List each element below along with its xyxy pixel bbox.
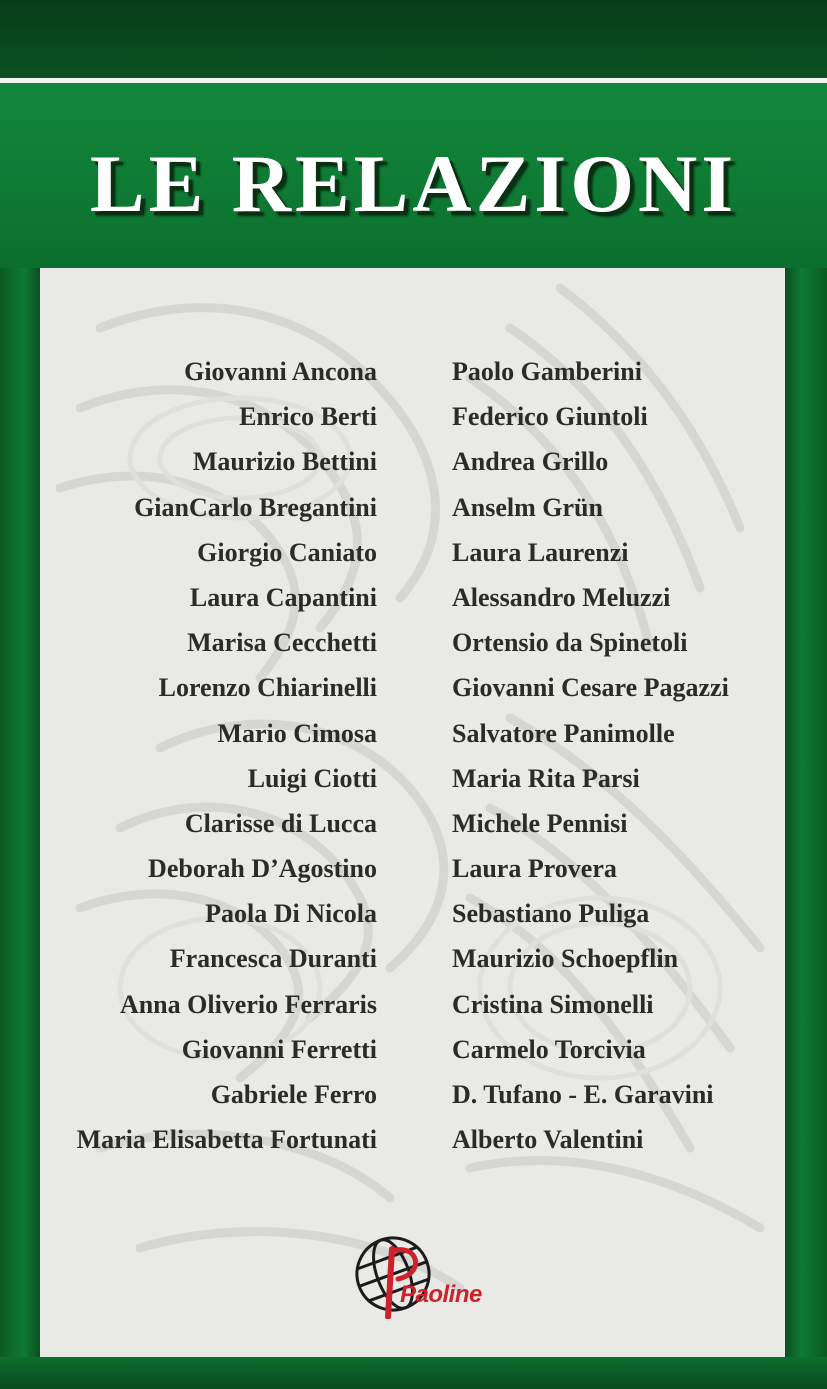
author-name: Gabriele Ferro — [210, 1080, 377, 1109]
author-name: Maurizio Schoepflin — [452, 944, 679, 974]
author-name: Maria Rita Parsi — [452, 763, 640, 793]
author-name: Alessandro Meluzzi — [452, 582, 671, 612]
publisher-name: Paoline — [400, 1281, 482, 1308]
title-band — [0, 83, 827, 268]
paoline-logo — [342, 1223, 492, 1333]
top-band — [0, 0, 827, 78]
author-name: D. Tufano - E. Garavini — [452, 1080, 714, 1109]
author-name: Paolo Gamberini — [452, 357, 642, 386]
bottom-frame — [0, 1357, 827, 1389]
author-name: Francesca Duranti — [169, 944, 377, 974]
author-name: Anselm Grün — [452, 492, 603, 522]
author-name: Andrea Grillo — [452, 447, 609, 477]
author-name: Deborah D’Agostino — [148, 854, 377, 884]
right-frame — [785, 268, 827, 1389]
author-name: Giorgio Caniato — [197, 537, 377, 567]
author-name: Laura Provera — [452, 854, 617, 884]
author-name: Federico Giuntoli — [452, 402, 648, 432]
author-name: Sebastiano Puliga — [452, 899, 650, 929]
author-name: Mario Cimosa — [217, 718, 377, 748]
author-name: Paola Di Nicola — [205, 899, 377, 929]
authors-left-column — [77, 354, 377, 1167]
author-name: Laura Capantini — [189, 582, 377, 612]
author-name: Alberto Valentini — [452, 1125, 644, 1155]
author-name: Maria Elisabetta Fortunati — [76, 1125, 377, 1155]
author-name: Laura Laurenzi — [452, 537, 629, 567]
author-name: Lorenzo Chiarinelli — [158, 673, 377, 703]
authors-right-column — [452, 354, 729, 1167]
author-name: Marisa Cecchetti — [187, 628, 377, 658]
author-name: Carmelo Torcivia — [452, 1034, 646, 1064]
author-name: Giovanni Ancona — [184, 357, 377, 386]
author-name: Cristina Simonelli — [452, 989, 654, 1019]
author-name: Giovanni Ferretti — [181, 1034, 377, 1064]
author-name: Enrico Berti — [239, 402, 377, 432]
author-name: Michele Pennisi — [452, 808, 628, 838]
left-frame — [0, 268, 40, 1389]
author-name: Maurizio Bettini — [192, 447, 377, 477]
authors-panel — [40, 268, 785, 1357]
cover-title: LE RELAZIONI — [89, 138, 738, 229]
author-name: Anna Oliverio Ferraris — [119, 989, 377, 1019]
author-name: Ortensio da Spinetoli — [452, 628, 688, 658]
author-name: Luigi Ciotti — [247, 763, 377, 793]
author-name: GianCarlo Bregantini — [134, 492, 377, 522]
author-name: Giovanni Cesare Pagazzi — [452, 673, 729, 703]
author-name: Clarisse di Lucca — [184, 808, 377, 838]
author-name: Salvatore Panimolle — [452, 718, 675, 748]
